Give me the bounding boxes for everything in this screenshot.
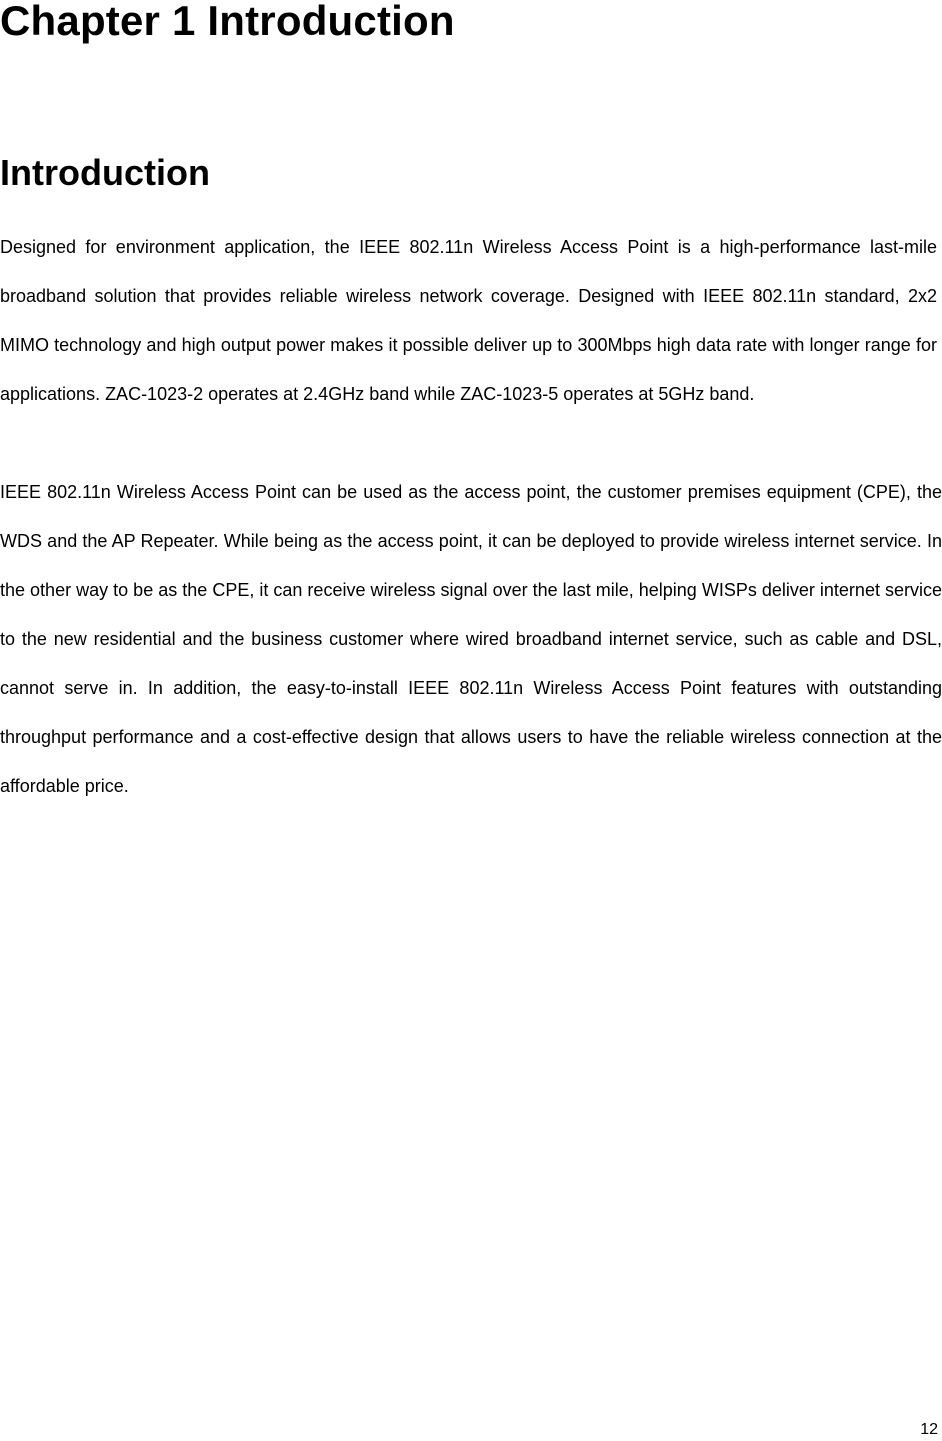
paragraph-product-overview: Designed for environment application, the IEEE 802.11n Wireless Access Point is a high-performance last-mile broadband solution that provides reliable wireless network coverage. Designed with IEEE 802.11n standard, 2x2 MIMO technology and high output power makes it possible deliver up to 300Mbps high data rate with longer range for applications. ZAC-1023-2 operates at 2.4GHz band while ZAC-1023-5 operates at 5GHz band. xyxy=(0,237,937,404)
section-title: Introduction xyxy=(0,152,210,193)
paragraph-operation-modes: IEEE 802.11n Wireless Access Point can be used as the access point, the customer premises equipment (CPE), the WDS and the AP Repeater. While being as the access point, it can be deployed to provide wireless internet service. In the other way to be as the CPE, it can receive wireless signal over the last mile, helping WISPs deliver internet service to the new residential and the business customer where wired broadband internet service, such as cable and DSL, cannot serve in. In addition, the easy-to-install IEEE 802.11n Wireless Access Point features with outstanding throughput performance and a cost-effective design that allows users to have the reliable wireless connection at the affordable price. xyxy=(0,482,942,796)
chapter-title: Chapter 1 Introduction xyxy=(0,0,455,44)
page-number: 12 xyxy=(920,1421,938,1438)
